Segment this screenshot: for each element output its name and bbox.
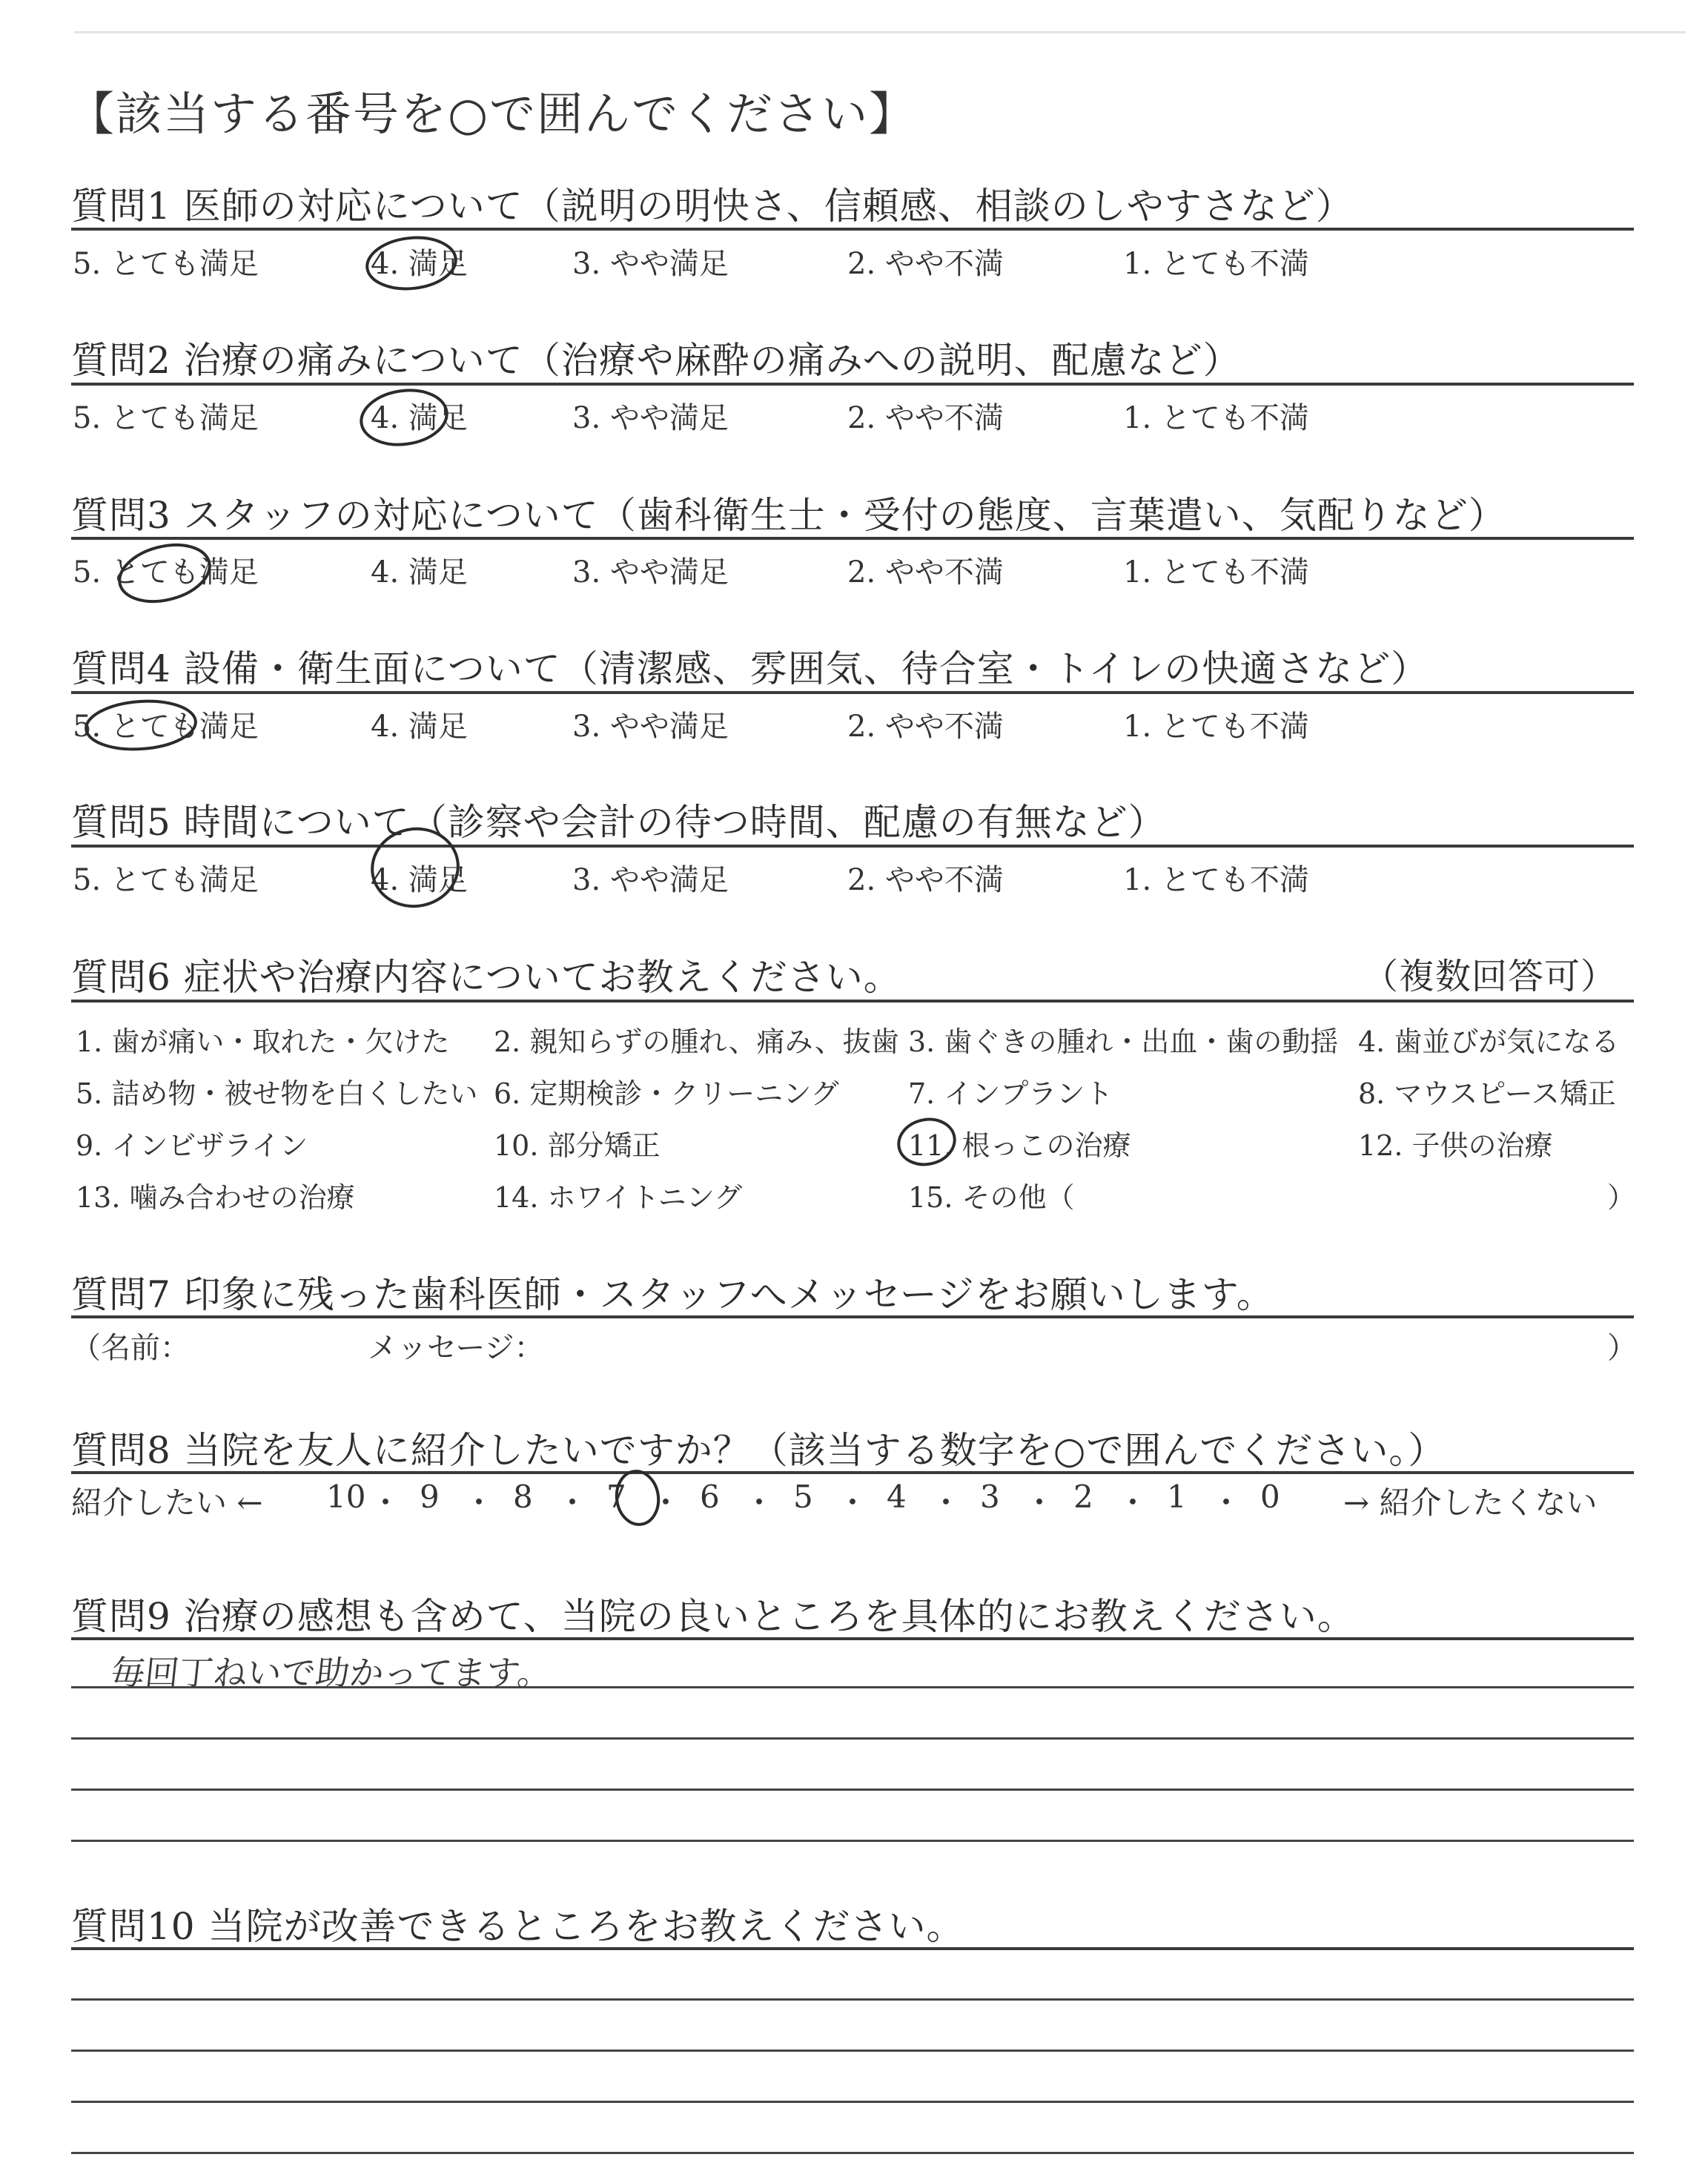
q3-circle-mark (113, 536, 216, 610)
q6-other-close: ） (1607, 1181, 1636, 1214)
q8-scale-8[interactable]: 8 (513, 1479, 533, 1515)
q4-option-2[interactable]: 2. やや不満 (847, 710, 1004, 744)
q7-message-label: メッセージ： (368, 1331, 544, 1365)
q3-option-2[interactable]: 2. やや不満 (847, 555, 1004, 589)
q6-option-5[interactable]: 5. 詰め物・被せ物を白くしたい (76, 1077, 478, 1110)
q8-scale-separator: ・ (1024, 1484, 1056, 1521)
q8-scale-6[interactable]: 6 (700, 1479, 720, 1515)
q5-option-5[interactable]: 5. とても満足 (73, 863, 259, 897)
q6-option-6[interactable]: 6. 定期検診・クリーニング (494, 1077, 839, 1110)
q5-option-2[interactable]: 2. やや不満 (847, 863, 1004, 897)
q8-scale-2[interactable]: 2 (1073, 1479, 1093, 1515)
q2-option-4[interactable]: 4. 満足 (371, 401, 468, 435)
q10-title: 質問10 当院が改善できるところをお教えください。 (71, 1905, 964, 1948)
q1-option-3[interactable]: 3. やや満足 (572, 247, 729, 281)
q3-option-5[interactable]: 5. とても満足 (73, 555, 259, 589)
q8-right-label: → 紹介したくない (1343, 1484, 1598, 1521)
q6-option-8[interactable]: 8. マウスピース矯正 (1358, 1077, 1616, 1110)
q8-scale-separator: ・ (557, 1484, 589, 1521)
q8-scale-3[interactable]: 3 (980, 1479, 1000, 1515)
q4-option-3[interactable]: 3. やや満足 (572, 710, 729, 744)
q6-title: 質問6 症状や治療内容についてお教えください。 (71, 956, 901, 999)
q8-left-label: 紹介したい ← (71, 1484, 263, 1521)
q4-title: 質問4 設備・衛生面について（清潔感、雰囲気、待合室・トイレの快適さなど） (71, 647, 1429, 690)
q1-option-5[interactable]: 5. とても満足 (73, 247, 259, 281)
q2-option-2[interactable]: 2. やや不満 (847, 401, 1004, 435)
q4-option-1[interactable]: 1. とても不満 (1123, 710, 1309, 744)
q5-title: 質問5 時間について（診察や会計の待つ時間、配慮の有無など） (71, 801, 1166, 844)
q8-circle-mark (613, 1468, 661, 1527)
page-header: 【該当する番号を○で囲んでください】 (68, 87, 917, 141)
q8-scale-5[interactable]: 5 (793, 1479, 813, 1515)
q5-option-1[interactable]: 1. とても不満 (1123, 863, 1309, 897)
q7-title: 質問7 印象に残った歯科医師・スタッフへメッセージをお願いします。 (71, 1273, 1274, 1316)
q6-option-14[interactable]: 14. ホワイトニング (494, 1181, 743, 1214)
q6-option-10[interactable]: 10. 部分矯正 (494, 1129, 661, 1162)
q8-scale-4[interactable]: 4 (887, 1479, 907, 1515)
q6-option-4[interactable]: 4. 歯並びが気になる (1358, 1025, 1620, 1058)
q4-option-4[interactable]: 4. 満足 (371, 710, 468, 744)
q8-scale-10[interactable]: 10 (326, 1479, 366, 1515)
q6-option-9[interactable]: 9. インビザライン (76, 1129, 308, 1162)
q6-option-12[interactable]: 12. 子供の治療 (1358, 1129, 1553, 1162)
q2-option-1[interactable]: 1. とても不満 (1123, 401, 1309, 435)
q2-circle-mark (358, 385, 451, 449)
q5-circle-mark (366, 822, 464, 914)
q8-scale-9[interactable]: 9 (420, 1479, 440, 1515)
q8-scale-1[interactable]: 1 (1167, 1479, 1187, 1515)
q1-option-2[interactable]: 2. やや不満 (847, 247, 1004, 281)
q3-option-1[interactable]: 1. とても不満 (1123, 555, 1309, 589)
q3-option-3[interactable]: 3. やや満足 (572, 555, 729, 589)
q6-circle-mark (895, 1114, 959, 1169)
q8-scale-separator: ・ (1117, 1484, 1149, 1521)
q8-scale-0[interactable]: 0 (1260, 1479, 1280, 1515)
q6-option-15[interactable]: 15. その他（ (908, 1181, 1075, 1214)
q2-option-5[interactable]: 5. とても満足 (73, 401, 259, 435)
q6-option-13[interactable]: 13. 噛み合わせの治療 (76, 1181, 355, 1214)
q6-option-1[interactable]: 1. 歯が痛い・取れた・欠けた (76, 1025, 450, 1058)
q4-option-5[interactable]: 5. とても満足 (73, 710, 259, 744)
q6-option-2[interactable]: 2. 親知らずの腫れ、痛み、抜歯 (494, 1025, 899, 1058)
q8-scale-separator: ・ (837, 1484, 869, 1521)
q8-title: 質問8 当院を友人に紹介したいですか？（該当する数字を○で囲んでください。） (71, 1429, 1446, 1472)
q6-option-7[interactable]: 7. インプラント (908, 1077, 1113, 1110)
q8-scale-7[interactable]: 7 (606, 1479, 626, 1515)
q6-note: （複数回答可） (1363, 956, 1618, 997)
q9-title: 質問9 治療の感想も含めて、当院の良いところを具体的にお教えください。 (71, 1595, 1355, 1638)
q8-scale-separator: ・ (744, 1484, 775, 1521)
q8-scale-separator: ・ (463, 1484, 495, 1521)
q2-title: 質問2 治療の痛みについて（治療や麻酔の痛みへの説明、配慮など） (71, 339, 1241, 382)
q9-answer[interactable]: 毎回丁ねいで助かってます。 (108, 1653, 554, 1693)
q1-title: 質問1 医師の対応について（説明の明快さ、信頼感、相談のしやすさなど） (71, 185, 1354, 228)
q6-option-11[interactable]: 11. 根っこの治療 (908, 1129, 1131, 1162)
q4-circle-mark (85, 698, 197, 753)
q8-scale-separator: ・ (930, 1484, 962, 1521)
q2-option-3[interactable]: 3. やや満足 (572, 401, 729, 435)
q8-scale-separator: ・ (1211, 1484, 1242, 1521)
q7-name-label: （名前： (71, 1331, 190, 1365)
q5-option-4[interactable]: 4. 満足 (371, 863, 468, 897)
q1-circle-mark (365, 234, 458, 293)
q3-title: 質問3 スタッフの対応について（歯科衛生士・受付の態度、言葉遣い、気配りなど） (71, 494, 1506, 537)
q7-close: ） (1607, 1331, 1637, 1365)
q6-option-3[interactable]: 3. 歯ぐきの腫れ・出血・歯の動揺 (908, 1025, 1339, 1058)
q1-option-1[interactable]: 1. とても不満 (1123, 247, 1309, 281)
q1-option-4[interactable]: 4. 満足 (371, 247, 468, 281)
q5-option-3[interactable]: 3. やや満足 (572, 863, 729, 897)
q3-option-4[interactable]: 4. 満足 (371, 555, 468, 589)
q8-scale-separator: ・ (370, 1484, 402, 1521)
q8-scale-separator: ・ (650, 1484, 682, 1521)
